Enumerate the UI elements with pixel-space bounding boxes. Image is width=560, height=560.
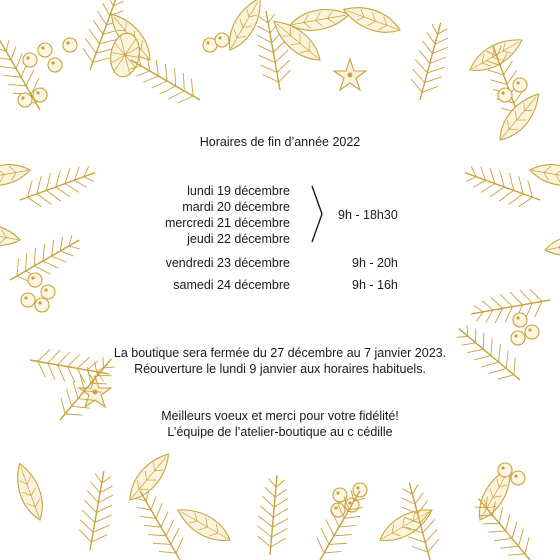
schedule-day: jeudi 22 décembre [187, 232, 290, 246]
closure-notice: La boutique sera fermée du 27 décembre au 7 janvier 2023. [113, 346, 447, 360]
bracket-divider [310, 184, 324, 244]
schedule-day: mardi 20 décembre [182, 200, 290, 214]
schedule-day: samedi 24 décembre [173, 278, 290, 292]
schedule-day: mercredi 21 décembre [164, 216, 290, 230]
signature-line: L’équipe de l’atelier-boutique au c cédille [167, 425, 393, 439]
reopening-notice: Réouverture le lundi 9 janvier aux horaires habituels. [134, 362, 426, 376]
greeting-message: Meilleurs voeux et merci pour votre fidélité! [161, 409, 399, 423]
page-title: Horaires de fin d’année 2022 [199, 135, 361, 149]
schedule-hours: 9h - 18h30 [338, 208, 398, 222]
schedule-day: lundi 19 décembre [187, 184, 290, 198]
schedule-day: vendredi 23 décembre [165, 256, 290, 270]
schedule-hours: 9h - 16h [352, 278, 398, 292]
schedule-hours: 9h - 20h [352, 256, 398, 270]
